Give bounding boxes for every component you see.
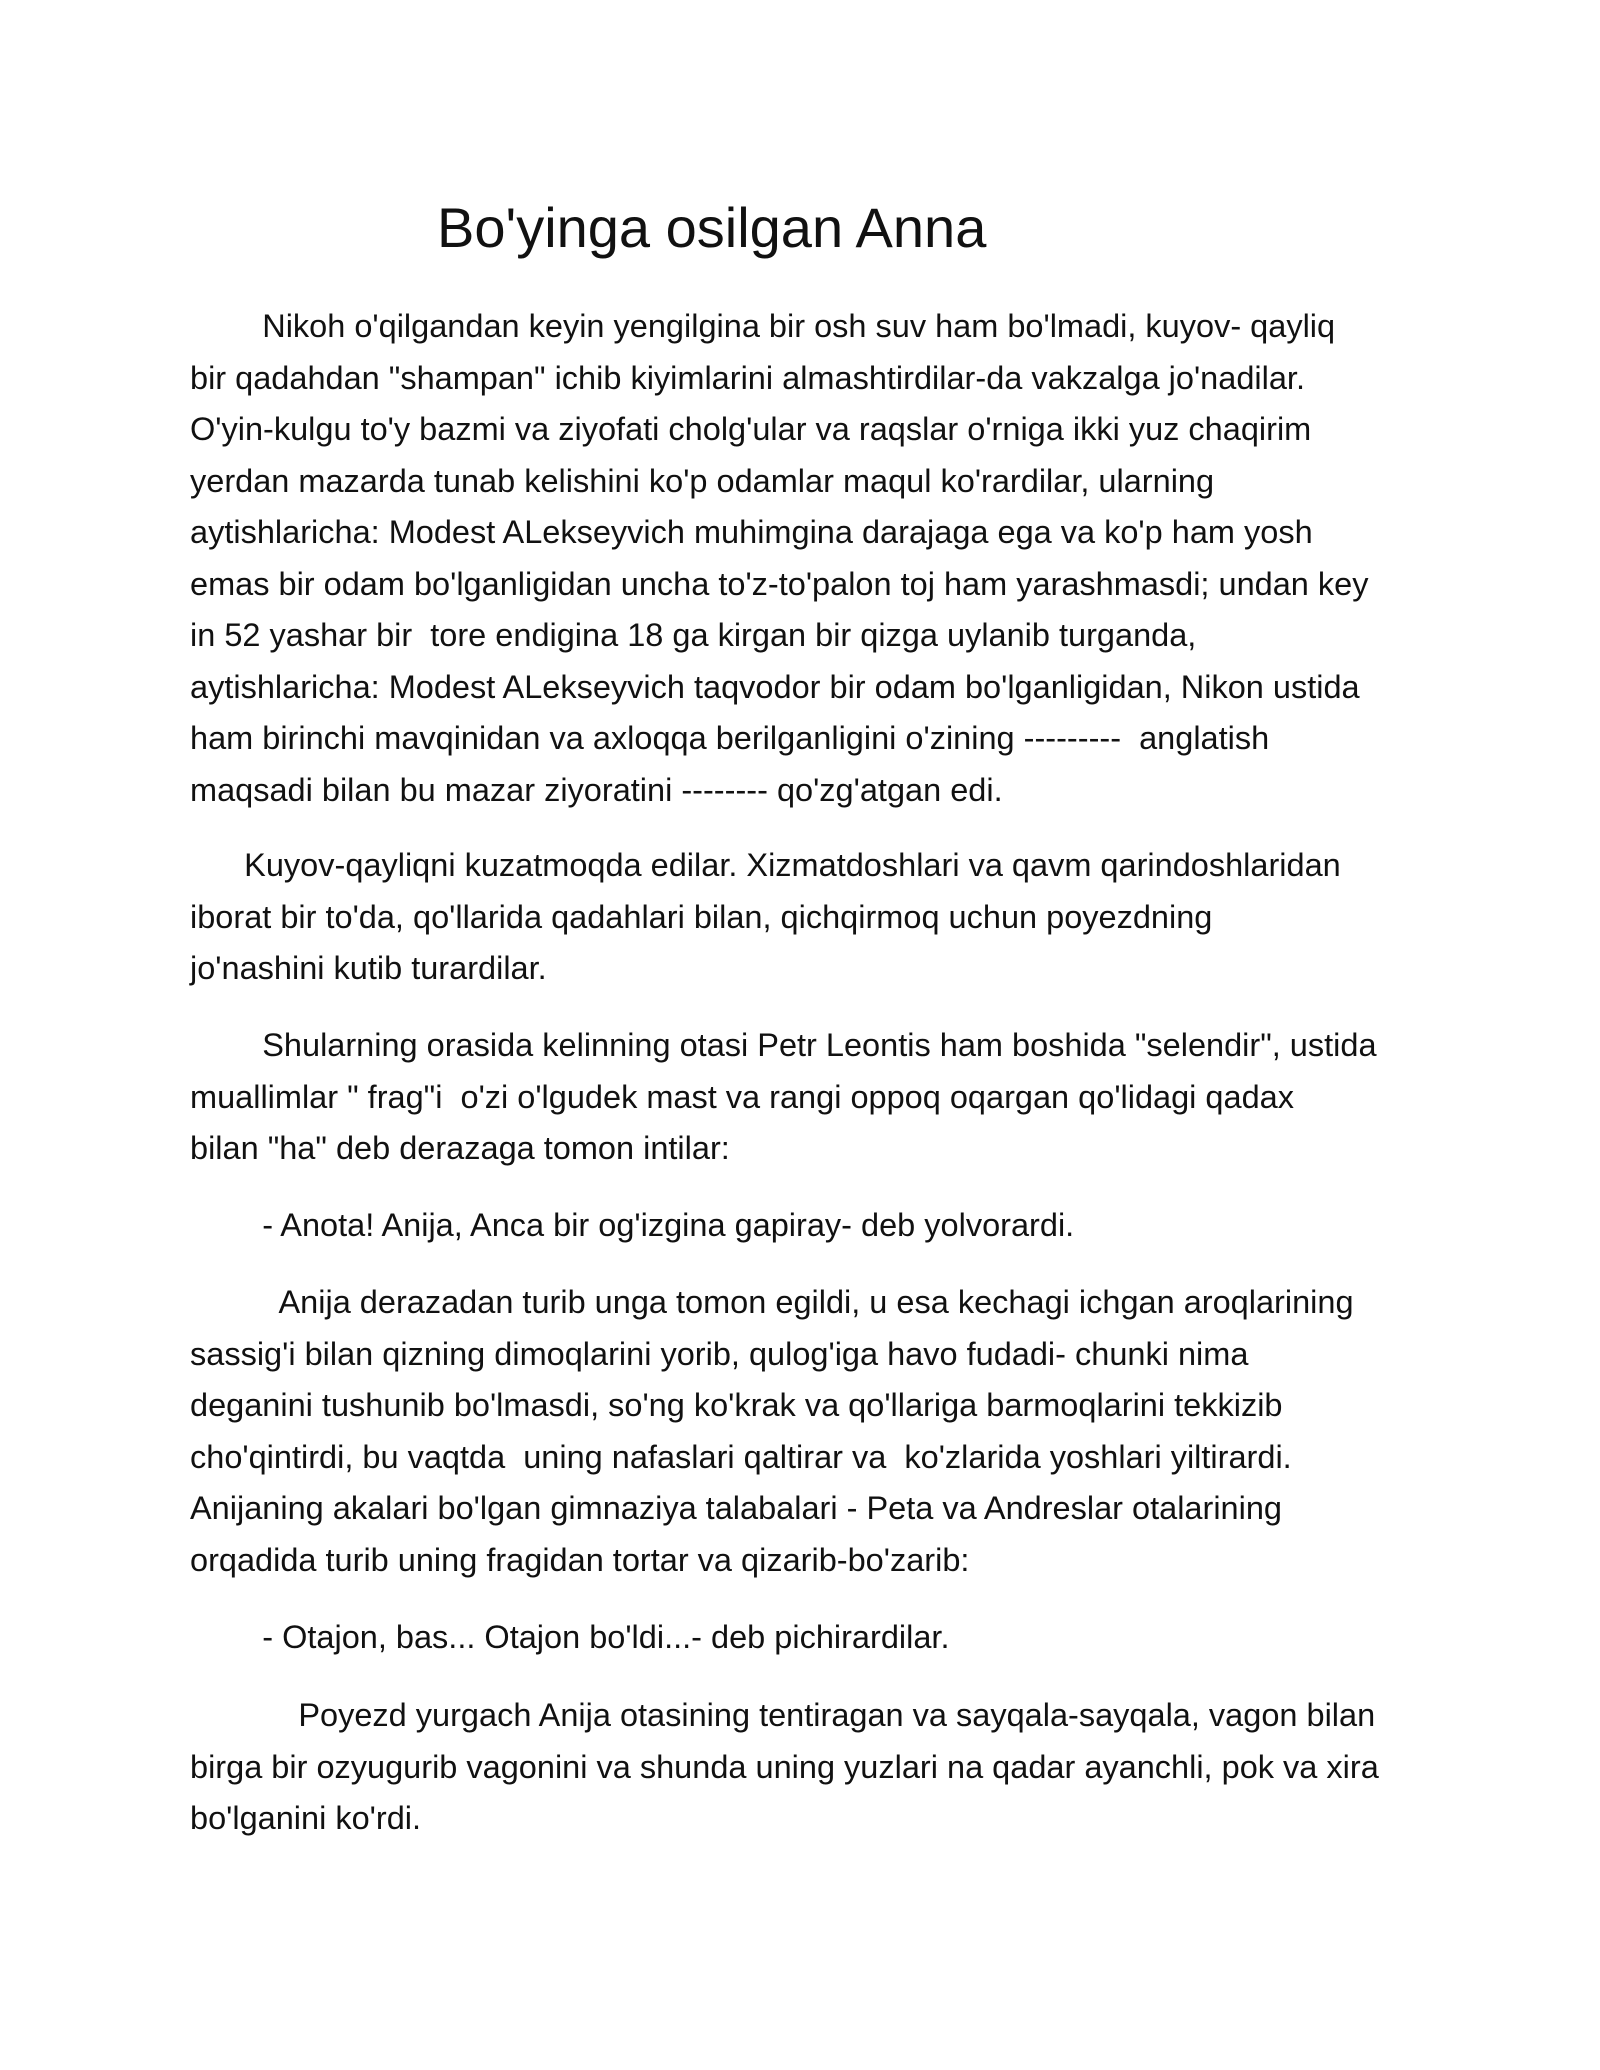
- paragraph-2: Kuyov-qayliqni kuzatmoqda edilar. Xizmatdoshlari va qavm qarindoshlaridan iborat bir to'da, qo'llarida qadahlari bilan, qichqirmoq uchun poyezdning jo'nashini kutib turardilar.: [190, 847, 1341, 986]
- paragraph-3: Shularning orasida kelinning otasi Petr Leontis ham boshida "selendir", ustida muallimlar " frag"i o'zi o'lgudek mast va rangi oppoq oqargan qo'lidagi qadax bilan "ha" deb derazaga tomon intilar:: [190, 1027, 1377, 1166]
- paragraph-6: - Otajon, bas... Otajon bo'ldi...- deb pichirardilar.: [190, 1619, 950, 1655]
- paragraph-1: Nikoh o'qilgandan keyin yengilgina bir osh suv ham bo'lmadi, kuyov- qayliq bir qadahdan "shampan" ichib kiyimlarini almashtirdilar-da vakzalga jo'nadilar. O'yin-kulgu to'y bazmi va ziyofati cholg'ular va raqslar o'rniga ikki yuz chaqirim yerdan mazarda tunab kelishini ko'p odamlar maqul ko'rardilar, ularning aytishlaricha: Modest ALekseyvich muhimgina darajaga ega va ko'p ham yosh emas bir odam bo'lganligidan uncha to'z-to'palon toj ham yarashmasdi; undan key in 52 yashar bir tore endigina 18 ga kirgan bir qizga uylanib turganda, aytishlaricha: Modest ALekseyvich taqvodor bir odam bo'lganligidan, Nikon ustida ham birinchi mavqinidan va axloqqa berilganligini o'zining --------- anglatish maqsadi bilan bu mazar ziyoratini -------- qo'zg'atgan edi.: [190, 308, 1369, 808]
- paragraph-4: - Anota! Anija, Anca bir og'izgina gapiray- deb yolvorardi.: [190, 1207, 1075, 1243]
- document-title: Bo'yinga osilgan Anna: [437, 196, 987, 259]
- paragraph-5: Anija derazadan turib unga tomon egildi, u esa kechagi ichgan aroqlarining sassig'i bilan qizning dimoqlarini yorib, qulog'iga havo fudadi- chunki nima deganini tushunib bo'lmasdi, so'ng ko'krak va qo'llariga barmoqlarini tekkizib cho'qintirdi, bu vaqtda uning nafaslari qaltirar va ko'zlarida yoshlari yiltirardi. Anijaning akalari bo'lgan gimnaziya talabalari - Peta va Andreslar otalarining orqadida turib uning fragidan tortar va qizarib-bo'zarib:: [190, 1284, 1354, 1578]
- paragraph-7: Poyezd yurgach Anija otasining tentiragan va sayqala-sayqala, vagon bilan birga bir ozyugurib vagonini va shunda uning yuzlari na qadar ayanchli, pok va xira bo'lganini ko'rdi.: [190, 1697, 1379, 1836]
